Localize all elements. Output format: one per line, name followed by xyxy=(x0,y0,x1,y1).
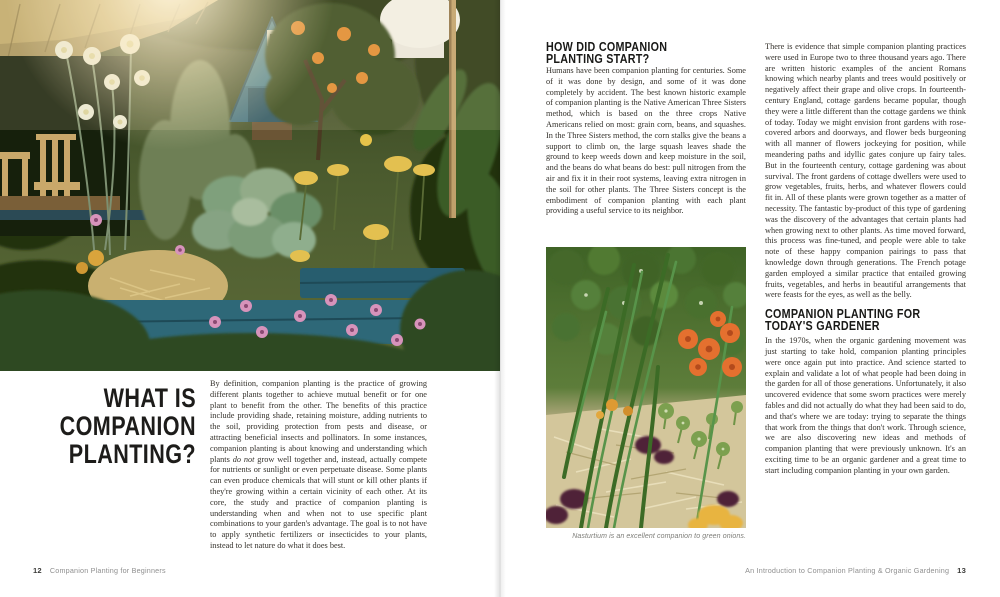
photo-caption: Nasturtium is an excellent companion to green onions. xyxy=(572,533,746,540)
intro-text-post: grow well together and, instead, actually compete for nutrients or sunlight or even perpetuate disease. Some plants can even produce chemicals that will stunt or kill other plants if they're growing within a certain vicinity of each other. At its core, the study and practice of companion planting is understanding when and when not to use specific plant combinations to your garden's advantage. The goal is to not have to apply synthetic fertilizers or insecticides to your plants, instead to let nature do what it does best. xyxy=(210,454,427,550)
chapter-title-line: PLANTING? xyxy=(68,439,196,469)
chapter-title-line: COMPANION xyxy=(59,411,196,441)
garden-photo-illustration xyxy=(0,0,500,371)
page-number-right: 13 xyxy=(957,566,966,575)
section-heading-line: HOW DID COMPANION xyxy=(546,40,668,54)
garden-photo xyxy=(0,0,500,371)
column2 xyxy=(765,42,966,476)
section-heading-how-did-companion-planting-start xyxy=(546,41,746,65)
intro-paragraph xyxy=(210,379,427,552)
intro-text-pre: By definition, companion planting is the practice of growing different plants together to achieve mutual benefit or for one plant to benefit from the other. The benefits of this practice include providing shade, retaining moisture, adding nutrients to the soil, providing protection from pests and disease, or attracting beneficial insects and pollinators. In some instances, companion planting is about knowing and understanding which plants xyxy=(210,379,427,464)
nasturtium-photo-illustration xyxy=(546,247,746,528)
column2-paragraph-1: There is evidence that simple companion planting practices were used in Europe two to three thousand years ago. There are written historic examples of the ancient Romans knowing which nearby plants and trees would positively or negatively affect their grape and olive crops. In fourteenth-century England, cottage gardens became popular, though they were a little different than the cottage gardens we think of today. Today we might envision front gardens with rose-covered arbors and doorways, and flower beds burgeoning with all manner of flowers jockeying for position, while meandering paths and idyllic gates conjure up fairy tales. But in the fourteenth century, cottage gardening was about survival. The front gardens of cottage dwellers were used to grow vegetables, fruits, herbs, and whatever flowers could fit in. All of these plants were grown together as a matter of necessity. The fantastic by-product of this type of gardening was the discovery of the advantages that certain plants had when growing next to other plants. As time moved forward, this process was fine-tuned, and people were able to take note of these happy companion pairings to pass that knowledge down through generations. The French potage garden employed a similar practice that entailed growing fruits, vegetables, and herbs in beautiful arrangements that were feasts for the eyes, as well as the belly. xyxy=(765,42,966,300)
chapter-title-line: WHAT IS xyxy=(103,383,196,413)
section-heading-line: PLANTING START? xyxy=(546,52,650,66)
intro-text-italic: do not xyxy=(232,454,255,464)
column2-paragraph-2: In the 1970s, when the organic gardening movement was just starting to take hold, companion planting principles were once again put into practice. And science started to explain and validate a lot of what people had been doing in the garden for all of those generations. Unfortunately, it also uncovered evidence that some sworn practices were merely fables and did not actually do what they had been said to do, and that's where we are today: trying to separate the things that work from the things that don't work. Through science, we are also discovering new ideas and methods of companion planting that were previously unknown. It's an exciting time to be an organic gardener and a great time to start including companion planting in your own garden. xyxy=(765,336,966,475)
footer-left xyxy=(33,566,166,575)
page-number-left: 12 xyxy=(33,566,42,575)
section-heading-line: COMPANION PLANTING FOR xyxy=(765,307,921,322)
footer-right-text: An Introduction to Companion Planting & Organic Gardening xyxy=(745,566,950,575)
page-gutter xyxy=(494,0,506,597)
section-heading-companion-planting-for-todays-gardener xyxy=(765,308,966,332)
footer-left-text: Companion Planting for Beginners xyxy=(49,566,166,575)
nasturtium-photo xyxy=(546,247,746,528)
footer-right xyxy=(745,566,966,575)
column1-paragraph: Humans have been companion planting for centuries. Some of it was done by design, and some of it was done completely by accident. The best known historic example of companion planting is the Native American Three Sisters method, which is based on the three crops Native Americans relied on most: grain corn, beans, and squashes. In the Three Sisters method, the corn stalks give the beans a support to climb on, the large squash leaves shade the ground to keep weeds down and keep moisture in the soil, and the beans do what beans do best: pull nitrogen from the air and fix it in their root systems, leaving extra nitrogen in the soil for other plants. The Three Sisters concept is the embodiment of companion planting with each plant providing a useful service to its neighbor. xyxy=(546,66,746,216)
section-heading-line: TODAY'S GARDENER xyxy=(765,319,880,334)
chapter-title xyxy=(18,384,196,468)
